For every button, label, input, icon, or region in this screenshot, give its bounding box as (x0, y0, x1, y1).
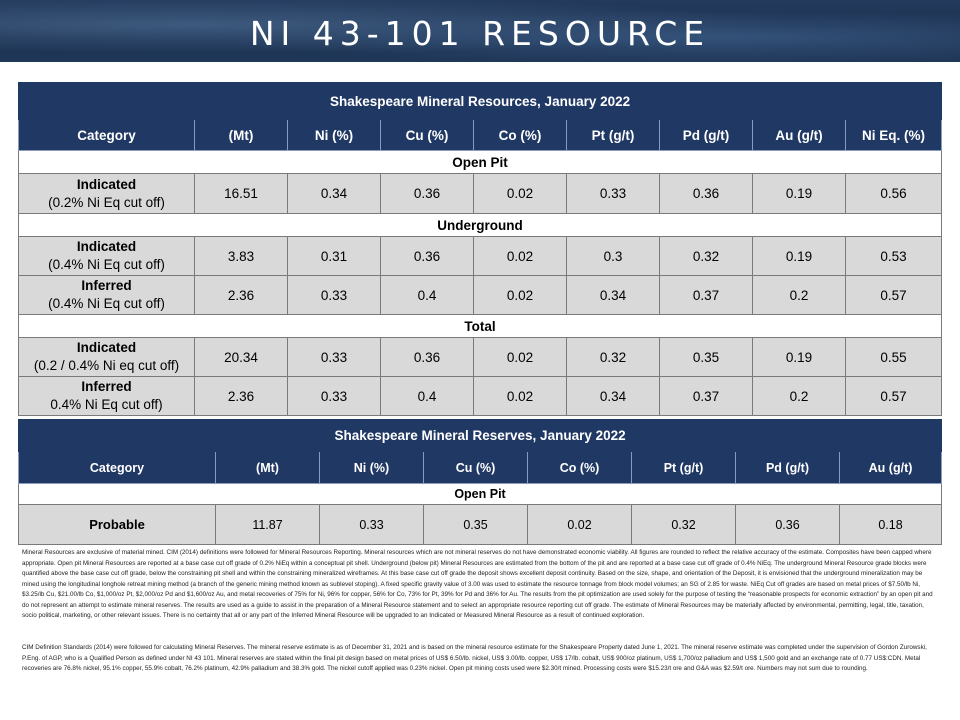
table-row (19, 237, 942, 276)
value-cell: 0.4 (381, 377, 474, 416)
page-title: NI 43-101 RESOURCE (249, 14, 711, 53)
value-cell: 0.55 (846, 338, 942, 377)
value-cell: 0.37 (660, 276, 753, 315)
value-cell: 0.02 (474, 377, 567, 416)
value-cell: 0.36 (660, 174, 753, 214)
value-cell: 0.36 (736, 505, 840, 545)
column-header-au: Au (g/t) (840, 452, 942, 484)
table-row (19, 505, 942, 545)
value-cell: 0.33 (567, 174, 660, 214)
value-cell: 0.2 (753, 276, 846, 315)
column-header-category: Category (19, 452, 216, 484)
value-cell: 2.36 (195, 377, 288, 416)
value-cell: 0.33 (320, 505, 424, 545)
value-cell: 0.36 (381, 174, 474, 214)
category-label: Inferred (81, 278, 132, 293)
value-cell: 0.02 (474, 276, 567, 315)
category-cell (19, 338, 195, 377)
value-cell: 0.19 (753, 237, 846, 276)
value-cell: 0.32 (567, 338, 660, 377)
value-cell: 3.83 (195, 237, 288, 276)
column-header-pd: Pd (g/t) (660, 120, 753, 151)
value-cell: 0.34 (567, 377, 660, 416)
section-underground: Underground (19, 214, 942, 237)
value-cell: 0.32 (660, 237, 753, 276)
column-header-ni: Ni (%) (320, 452, 424, 484)
category-label: Indicated (76, 239, 137, 254)
column-header-pt: Pt (g/t) (567, 120, 660, 151)
table-row (19, 338, 942, 377)
column-header-ni: Ni (%) (288, 120, 381, 151)
value-cell: 0.34 (288, 174, 381, 214)
value-cell: 0.4 (381, 276, 474, 315)
table-row (19, 174, 942, 214)
value-cell: 0.02 (474, 174, 567, 214)
value-cell: 0.36 (381, 237, 474, 276)
section-open-pit: Open Pit (19, 484, 942, 505)
cutoff-label: (0.2 / 0.4% Ni eq cut off) (33, 358, 180, 373)
cutoff-label: 0.4% Ni Eq cut off) (50, 397, 163, 412)
section-total: Total (19, 315, 942, 338)
value-cell: 0.02 (474, 237, 567, 276)
value-cell: 0.53 (846, 237, 942, 276)
column-header-cu: Cu (%) (381, 120, 474, 151)
column-header-ni-eq: Ni Eq. (%) (846, 120, 942, 151)
value-cell: 0.18 (840, 505, 942, 545)
value-cell: 0.19 (753, 338, 846, 377)
category-label: Probable (19, 505, 216, 545)
value-cell: 0.35 (660, 338, 753, 377)
reserves-table-title: Shakespeare Mineral Reserves, January 2022 (19, 420, 942, 452)
value-cell: 0.02 (528, 505, 632, 545)
value-cell: 0.2 (753, 377, 846, 416)
category-label: Indicated (76, 176, 137, 192)
value-cell: 0.56 (846, 174, 942, 214)
value-cell: 0.33 (288, 338, 381, 377)
value-cell: 0.02 (474, 338, 567, 377)
value-cell: 0.34 (567, 276, 660, 315)
value-cell: 0.37 (660, 377, 753, 416)
value-cell: 0.33 (288, 377, 381, 416)
reserves-footnote: CIM Definition Standards (2014) were followed for calculating Mineral Reserves. The mineral reserve estimate is as of December 31, 2021 and is based on the mineral resource estimate for the Shakespeare Property dated June 1, 2021. The mineral reserve estimate was completed under the supervision of Gordon Zurowski, P.Eng. of AGP, who is a Qualified Person as defined under NI 43 101. Mineral reserves are stated within the final pit design based on metal prices of US$ 6.50/lb. nickel, US$ 3.00/lb. copper, US$ 17/lb. cobalt, US$ 900/oz platinum, US$ 1,700/oz palladium and US$ 1,500 gold and an exchange rate of 0.77 US$:CDN. Metal recoveries are 76.8% nickel, 95.1% copper, 55.9% cobalt, 76.2% platinum, 42.9% palladium and 38.3% gold. The nickel cutoff applied was 0.23% nickel. Open pit mining costs used were $2.30/t mined. Processing costs were $15.23/t ore and G&A was $2.59/t ore. Numbers may not sum due to rounding. (22, 644, 927, 672)
column-header-mt: (Mt) (216, 452, 320, 484)
cutoff-label: (0.2% Ni Eq cut off) (48, 194, 165, 210)
cutoff-label: (0.4% Ni Eq cut off) (48, 296, 165, 311)
column-header-mt: (Mt) (195, 120, 288, 151)
cutoff-label: (0.4% Ni Eq cut off) (48, 257, 165, 272)
value-cell: 0.57 (846, 377, 942, 416)
value-cell: 0.57 (846, 276, 942, 315)
column-header-category: Category (19, 120, 195, 151)
column-header-cu: Cu (%) (424, 452, 528, 484)
value-cell: 11.87 (216, 505, 320, 545)
category-cell (19, 174, 195, 214)
value-cell: 16.51 (195, 174, 288, 214)
section-open-pit: Open Pit (19, 151, 942, 174)
value-cell: 2.36 (195, 276, 288, 315)
column-header-pd: Pd (g/t) (736, 452, 840, 484)
category-cell (19, 276, 195, 315)
resources-footnote: Mineral Resources are exclusive of material mined. CIM (2014) definitions were followed for Mineral Resources Reporting. Mineral resources which are not mineral reserves do not have demonstrated economic viability. All figures are rounded to reflect the relative accuracy of the estimate. Composites have been capped where appropriate. Open pit Mineral Resources are reported at a base case cut off grade of 0.2% NiEq within a conceptual pit shell. Underground (below pit) Mineral Resources are estimated from the bottom of the pit and are reported at a base case cut off grade of 0.4% NiEq. The underground Mineral Resource grade blocks were quantified above the base case cut off grade, below the constraining pit shell and within the constraining mineralized wireframes. At this base case cut off grade the deposit shows excellent deposit continuity. Based on the size, shape, and orientation of the Deposit, it is envisioned that the underground mineralization may be mined using the longitudinal longhole retreat mining method (a branch of the generic mining method known as sublevel stoping). A fixed specific gravity value of 3.00 was used to estimate the resource tonnage from block model volumes; an SG of 2.85 for waste. NiEq Cut off grades are based on metal prices of $7.50/lb Ni, $3.25/lb Cu, $21.00/lb Co, $1,000/oz Pt, $2,000/oz Pd and $1,600/oz Au, and metal recoveries of 75% for Ni, 96% for copper, 56% for Co, 73% for Pt, 39% for Pd and 36% for Au. The results from the pit optimization are used solely for the purpose of testing the “reasonable prospects for economic extraction” by an open pit and do not represent an attempt to estimate mineral reserves. The results are used as a guide to assist in the preparation of a Mineral Resource statement and to select an appropriate resource reporting cut off grade. The estimate of Mineral Resources may be materially affected by environmental, permitting, legal, title, taxation, socio political, marketing, or other relevant issues. There is no certainty that all or any part of the Inferred Mineral Resource will be upgraded to an Indicated or Measured Mineral Resource as a result of continued exploration. (22, 549, 933, 619)
value-cell: 20.34 (195, 338, 288, 377)
value-cell: 0.32 (632, 505, 736, 545)
resources-table-title: Shakespeare Mineral Resources, January 2022 (19, 83, 942, 120)
value-cell: 0.36 (381, 338, 474, 377)
column-header-au: Au (g/t) (753, 120, 846, 151)
value-cell: 0.33 (288, 276, 381, 315)
table-row (19, 276, 942, 315)
mineral-resources-table (18, 82, 942, 416)
value-cell: 0.35 (424, 505, 528, 545)
category-cell (19, 377, 195, 416)
category-label: Indicated (76, 340, 137, 355)
value-cell: 0.3 (567, 237, 660, 276)
value-cell: 0.31 (288, 237, 381, 276)
value-cell: 0.19 (753, 174, 846, 214)
category-label: Inferred (81, 379, 132, 394)
column-header-co: Co (%) (528, 452, 632, 484)
column-header-co: Co (%) (474, 120, 567, 151)
category-cell (19, 237, 195, 276)
column-header-pt: Pt (g/t) (632, 452, 736, 484)
header-banner (0, 0, 960, 62)
table-row (19, 377, 942, 416)
mineral-reserves-table (18, 419, 942, 545)
